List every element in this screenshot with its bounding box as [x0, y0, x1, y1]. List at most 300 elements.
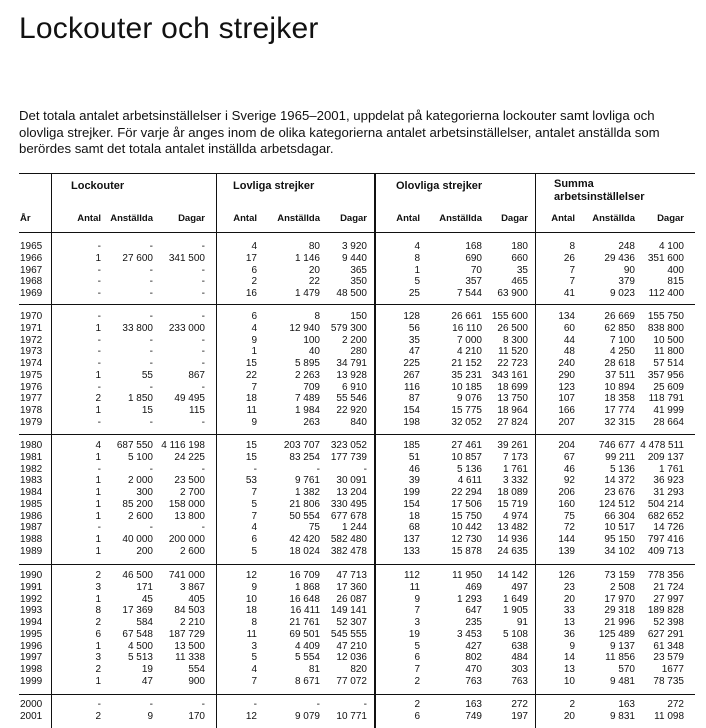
cell-olovliga-dagar: 39 261 [497, 440, 528, 451]
cell-lockout-anstallda: 5 100 [127, 451, 153, 463]
cell-lovliga-anstallda: 16 709 [289, 570, 320, 581]
cell-lockout-dagar: 2 700 [179, 487, 205, 498]
cell-lockout-dagar: 4 116 198 [161, 440, 205, 451]
cell-summa-antal: 160 [558, 498, 575, 510]
cell-summa-anstallda: 379 [618, 276, 635, 288]
table-row [19, 288, 695, 300]
cell-summa-antal: 2 [569, 699, 575, 710]
cell-olovliga-anstallda: 22 294 [451, 487, 482, 498]
cell-year: 1992 [20, 593, 43, 605]
cell-lockout-anstallda: - [149, 346, 153, 358]
cell-summa-dagar: 4 478 511 [640, 440, 684, 451]
cell-summa-antal: 44 [563, 334, 575, 346]
cell-olovliga-anstallda: 7 544 [456, 288, 482, 299]
cell-lovliga-dagar: 6 910 [341, 381, 367, 393]
cell-summa-dagar: 78 735 [653, 675, 684, 687]
cell-summa-dagar: 209 137 [647, 451, 684, 463]
cell-olovliga-antal: 128 [403, 311, 420, 322]
cell-lockout-antal: 3 [95, 581, 101, 593]
cell-olovliga-antal: 185 [403, 440, 420, 451]
table-row [19, 534, 695, 546]
group-divider-1960s [19, 304, 695, 305]
cell-lockout-antal: 1 [95, 487, 101, 498]
cell-olovliga-dagar: 660 [511, 252, 528, 264]
cell-olovliga-dagar: 8 300 [502, 334, 528, 346]
table-row [19, 393, 695, 405]
cell-summa-dagar: 41 999 [653, 405, 684, 416]
cell-olovliga-anstallda: 647 [465, 605, 482, 617]
cell-lovliga-antal: 2 [251, 276, 257, 288]
cell-summa-antal: 126 [558, 570, 575, 581]
cell-summa-anstallda: 124 512 [598, 498, 635, 510]
table-row [19, 652, 695, 664]
cell-lovliga-dagar: 582 480 [330, 534, 367, 545]
cell-lovliga-anstallda: 5 554 [294, 652, 320, 664]
cell-lovliga-dagar: 323 052 [330, 440, 367, 451]
cell-lovliga-anstallda: 50 554 [289, 510, 320, 522]
cell-lovliga-dagar: 52 307 [336, 617, 367, 628]
table-row [19, 676, 695, 688]
cell-year: 1972 [20, 334, 43, 346]
cell-olovliga-antal: 8 [414, 252, 420, 264]
group-divider-1980s [19, 564, 695, 565]
cell-lockout-anstallda: 19 [141, 664, 153, 675]
cell-olovliga-dagar: 14 142 [497, 570, 528, 581]
cell-olovliga-anstallda: 26 661 [451, 311, 482, 322]
cell-summa-antal: 33 [563, 605, 575, 617]
cell-olovliga-antal: 9 [414, 593, 420, 605]
cell-lovliga-antal: - [253, 463, 257, 475]
cell-olovliga-antal: 51 [408, 451, 420, 463]
cell-lovliga-antal: 6 [251, 311, 257, 322]
table-row [19, 475, 695, 487]
cell-lovliga-antal: 22 [245, 369, 257, 381]
cell-year: 1985 [20, 498, 43, 510]
cell-lovliga-anstallda: 263 [303, 416, 320, 428]
cell-summa-anstallda: 90 [623, 264, 635, 276]
cell-lockout-anstallda: 5 513 [127, 652, 153, 664]
cell-lockout-antal: - [97, 346, 101, 358]
cell-summa-anstallda: 9 831 [609, 710, 635, 722]
cell-lovliga-anstallda: 22 [308, 276, 320, 288]
cell-lovliga-anstallda: 4 409 [294, 640, 320, 652]
cell-lockout-anstallda: - [149, 334, 153, 346]
cell-summa-dagar: 23 579 [653, 652, 684, 664]
cell-summa-dagar: 61 348 [653, 640, 684, 652]
cell-summa-antal: 26 [563, 252, 575, 264]
cell-year: 1978 [20, 405, 43, 416]
cell-summa-anstallda: 17 774 [604, 405, 635, 416]
cell-summa-anstallda: 570 [618, 664, 635, 675]
cell-summa-dagar: 11 098 [654, 710, 684, 722]
cell-summa-antal: 20 [563, 710, 575, 722]
table-row [19, 605, 695, 617]
cell-lovliga-anstallda: 1 868 [294, 581, 320, 593]
cell-summa-anstallda: 17 970 [604, 593, 635, 605]
cell-olovliga-dagar: 3 332 [502, 475, 528, 487]
cell-olovliga-antal: 133 [403, 545, 420, 557]
cell-lockout-antal: - [97, 522, 101, 534]
cell-summa-antal: 20 [563, 593, 575, 605]
cell-lockout-antal: 2 [95, 664, 101, 675]
table-row [19, 499, 695, 511]
cell-summa-antal: 134 [558, 311, 575, 322]
cell-lovliga-dagar: 840 [350, 416, 367, 428]
cell-olovliga-antal: 39 [408, 475, 420, 487]
cell-olovliga-anstallda: 70 [470, 264, 482, 276]
cell-lockout-antal: 1 [95, 510, 101, 522]
cell-year: 1998 [20, 664, 43, 675]
cell-lovliga-antal: 4 [251, 322, 257, 334]
cell-summa-antal: 7 [569, 264, 575, 276]
cell-year: 1993 [20, 605, 43, 617]
cell-lockout-antal: 1 [95, 593, 101, 605]
cell-summa-dagar: 797 416 [647, 534, 684, 545]
cell-lovliga-anstallda: 21 761 [289, 617, 320, 628]
cell-lockout-antal: 6 [95, 628, 101, 640]
table-row [19, 417, 695, 429]
cell-olovliga-anstallda: 235 [465, 617, 482, 628]
table-row [19, 487, 695, 499]
cell-lockout-anstallda: 15 [141, 405, 153, 416]
cell-lovliga-antal: 3 [251, 640, 257, 652]
cell-summa-antal: 107 [558, 393, 575, 405]
cell-olovliga-dagar: 35 [516, 264, 528, 276]
table-row [19, 405, 695, 417]
cell-lockout-antal: - [97, 381, 101, 393]
cell-summa-anstallda: 14 372 [604, 475, 635, 487]
cell-lovliga-antal: 10 [245, 593, 257, 605]
cell-summa-anstallda: 11 856 [605, 652, 635, 664]
cell-lockout-dagar: 554 [188, 664, 205, 675]
row-group-1990s [19, 570, 695, 688]
cell-olovliga-anstallda: 35 231 [451, 369, 482, 381]
cell-lovliga-dagar: 30 091 [336, 475, 367, 487]
cell-olovliga-anstallda: 21 152 [451, 358, 482, 369]
cell-lockout-dagar: - [201, 264, 205, 276]
cell-lockout-anstallda: - [149, 522, 153, 534]
cell-olovliga-dagar: 180 [511, 241, 528, 252]
group-header-summa: Summa arbetsinställelser [554, 178, 645, 203]
cell-summa-anstallda: 18 358 [604, 393, 635, 405]
cell-lovliga-anstallda: 9 761 [294, 475, 320, 487]
cell-lovliga-antal: 5 [251, 545, 257, 557]
cell-olovliga-dagar: 13 482 [497, 522, 528, 534]
cell-summa-anstallda: 9 481 [609, 675, 635, 687]
cell-lovliga-dagar: 3 920 [341, 241, 367, 252]
cell-lockout-antal: - [97, 264, 101, 276]
cell-olovliga-antal: 11 [409, 581, 420, 593]
cell-olovliga-anstallda: 357 [465, 276, 482, 288]
intro-paragraph: Det totala antalet arbetsinställelser i Sverige 1965–2001, uppdelat på kategorierna lockouter samt lovliga och olovliga strejker. För varje år anges inom de olika kategorierna antalet arbetsinställelser, antalet anställda som berördes samt det totala antalet inställda arbetsdagar. [19, 108, 660, 156]
cell-lovliga-dagar: 330 495 [330, 498, 367, 510]
cell-olovliga-dagar: 7 173 [502, 451, 528, 463]
cell-olovliga-antal: 6 [414, 652, 420, 664]
cell-summa-anstallda: 37 511 [605, 369, 635, 381]
cell-olovliga-antal: 154 [403, 405, 420, 416]
cell-summa-anstallda: 5 136 [609, 463, 635, 475]
cell-summa-anstallda: 99 211 [605, 451, 635, 463]
cell-lovliga-antal: 11 [246, 405, 257, 416]
cell-olovliga-antal: 1 [414, 264, 420, 276]
cell-olovliga-dagar: 18 964 [497, 405, 528, 416]
cell-lovliga-antal: 5 [251, 652, 257, 664]
cell-lockout-anstallda: 200 [136, 545, 153, 557]
cell-olovliga-dagar: 22 723 [497, 358, 528, 369]
cell-olovliga-antal: 199 [403, 487, 420, 498]
cell-summa-antal: 9 [569, 640, 575, 652]
table-row [19, 522, 695, 534]
cell-olovliga-dagar: 27 824 [497, 416, 528, 428]
cell-lockout-antal: - [97, 358, 101, 369]
cell-lockout-dagar: - [201, 311, 205, 322]
cell-lovliga-dagar: - [363, 699, 367, 710]
cell-olovliga-antal: 5 [414, 276, 420, 288]
cell-lovliga-dagar: 48 500 [336, 288, 367, 299]
cell-lockout-anstallda: - [149, 416, 153, 428]
cell-olovliga-antal: 47 [408, 346, 420, 358]
cell-lockout-anstallda: - [149, 358, 153, 369]
cell-lockout-antal: 1 [95, 252, 101, 264]
cell-lovliga-antal: 11 [246, 628, 257, 640]
cell-lockout-dagar: 2 210 [179, 617, 205, 628]
cell-lovliga-anstallda: 1 984 [294, 405, 320, 416]
cell-summa-anstallda: 4 250 [609, 346, 635, 358]
cell-lockout-anstallda: 9 [147, 710, 153, 722]
cell-summa-anstallda: 34 102 [604, 545, 635, 557]
cell-year: 1980 [20, 440, 43, 451]
table-row [19, 664, 695, 676]
cell-summa-anstallda: 2 508 [609, 581, 635, 593]
cell-summa-anstallda: 32 315 [604, 416, 635, 428]
cell-lovliga-anstallda: 2 263 [294, 369, 320, 381]
table-row [19, 546, 695, 558]
cell-lovliga-anstallda: 100 [303, 334, 320, 346]
row-group-1970s [19, 311, 695, 429]
cell-lockout-dagar: - [201, 241, 205, 252]
cell-summa-dagar: 11 800 [654, 346, 684, 358]
cell-lockout-antal: - [97, 463, 101, 475]
cell-olovliga-dagar: 63 900 [497, 288, 528, 299]
cell-lockout-dagar: 23 500 [174, 475, 205, 487]
cell-lovliga-anstallda: 8 [314, 311, 320, 322]
cell-lockout-anstallda: 85 200 [122, 498, 153, 510]
cell-olovliga-antal: 18 [408, 510, 420, 522]
cell-lockout-anstallda: 17 369 [122, 605, 153, 617]
cell-summa-anstallda: 746 677 [598, 440, 635, 451]
table-row [19, 511, 695, 523]
cell-lovliga-dagar: 149 141 [330, 605, 367, 617]
cell-summa-dagar: 1677 [661, 664, 684, 675]
cell-olovliga-antal: 7 [414, 605, 420, 617]
cell-lovliga-dagar: 22 920 [336, 405, 367, 416]
cell-lovliga-antal: 4 [251, 522, 257, 534]
cell-lovliga-anstallda: 12 940 [289, 322, 320, 334]
cell-year: 1989 [20, 545, 43, 557]
cell-olovliga-dagar: 763 [511, 675, 528, 687]
cell-summa-dagar: 272 [667, 699, 684, 710]
cell-lovliga-anstallda: 16 648 [289, 593, 320, 605]
cell-summa-anstallda: 10 517 [604, 522, 635, 534]
cell-lockout-antal: 1 [95, 369, 101, 381]
cell-olovliga-anstallda: 469 [465, 581, 482, 593]
cell-summa-antal: 240 [558, 358, 575, 369]
cell-summa-dagar: 409 713 [647, 545, 684, 557]
cell-lovliga-dagar: 1 244 [341, 522, 367, 534]
group-divider-1970s [19, 434, 695, 435]
cell-lockout-anstallda: 1 850 [127, 393, 153, 405]
cell-lovliga-dagar: 55 546 [336, 393, 367, 405]
cell-lovliga-anstallda: 1 479 [294, 288, 320, 299]
cell-lovliga-anstallda: - [316, 463, 320, 475]
cell-olovliga-anstallda: 690 [465, 252, 482, 264]
cell-summa-antal: 41 [563, 288, 575, 299]
cell-lockout-dagar: 13 800 [174, 510, 205, 522]
cell-lockout-antal: - [97, 699, 101, 710]
cell-lockout-dagar: 11 338 [175, 652, 205, 664]
cell-year: 1997 [20, 652, 43, 664]
cell-summa-antal: 72 [563, 522, 575, 534]
cell-olovliga-dagar: 18 699 [497, 381, 528, 393]
cell-summa-dagar: 52 398 [653, 617, 684, 628]
cell-lovliga-anstallda: 7 489 [294, 393, 320, 405]
cell-summa-antal: 290 [558, 369, 575, 381]
cell-lovliga-dagar: 150 [350, 311, 367, 322]
cell-lockout-dagar: - [201, 358, 205, 369]
cell-lockout-dagar: 49 495 [174, 393, 205, 405]
cell-lovliga-dagar: - [363, 463, 367, 475]
cell-year: 1996 [20, 640, 43, 652]
cell-lovliga-anstallda: 16 411 [290, 605, 320, 617]
cell-olovliga-anstallda: 427 [465, 640, 482, 652]
cell-summa-dagar: 118 791 [648, 393, 684, 405]
cell-lovliga-antal: 4 [251, 241, 257, 252]
cell-year: 1981 [20, 451, 43, 463]
cell-olovliga-antal: 56 [408, 322, 420, 334]
cell-lockout-anstallda: - [149, 241, 153, 252]
group-header-lockouter: Lockouter [71, 180, 125, 192]
cell-lockout-dagar: - [201, 334, 205, 346]
cell-summa-anstallda: 163 [618, 699, 635, 710]
cell-olovliga-anstallda: 11 950 [452, 570, 482, 581]
cell-summa-anstallda: 95 150 [604, 534, 635, 545]
cell-year: 1977 [20, 393, 43, 405]
cell-olovliga-antal: 46 [408, 463, 420, 475]
cell-lockout-anstallda: 46 500 [122, 570, 153, 581]
cell-olovliga-dagar: 13 750 [497, 393, 528, 405]
cell-lovliga-anstallda: 69 501 [289, 628, 320, 640]
cell-lockout-anstallda: 33 800 [122, 322, 153, 334]
cell-summa-antal: 8 [569, 241, 575, 252]
cell-lockout-antal: 2 [95, 570, 101, 581]
cell-summa-dagar: 36 923 [653, 475, 684, 487]
cell-lovliga-dagar: 382 478 [330, 545, 367, 557]
cell-lockout-antal: 2 [95, 617, 101, 628]
cell-lockout-dagar: - [201, 381, 205, 393]
cell-lockout-antal: - [97, 416, 101, 428]
cell-lovliga-anstallda: 21 806 [289, 498, 320, 510]
cell-lovliga-anstallda: 81 [308, 664, 320, 675]
cell-lockout-antal: 1 [95, 675, 101, 687]
cell-olovliga-antal: 4 [414, 241, 420, 252]
cell-lockout-dagar: 405 [188, 593, 205, 605]
cell-year: 1974 [20, 358, 43, 369]
cell-summa-dagar: 31 293 [653, 487, 684, 498]
cell-lockout-antal: 3 [95, 652, 101, 664]
table-row [19, 464, 695, 476]
cell-olovliga-dagar: 1 905 [502, 605, 528, 617]
cell-olovliga-anstallda: 4 210 [456, 346, 482, 358]
cell-lovliga-dagar: 579 300 [330, 322, 367, 334]
cell-lovliga-anstallda: 40 [308, 346, 320, 358]
cell-summa-antal: 36 [563, 628, 575, 640]
cell-lockout-antal: 4 [95, 440, 101, 451]
cell-olovliga-anstallda: 4 611 [457, 475, 482, 487]
cell-summa-dagar: 682 652 [647, 510, 684, 522]
cell-lovliga-anstallda: 8 671 [294, 675, 320, 687]
group-header-olovliga: Olovliga strejker [396, 180, 483, 192]
cell-summa-dagar: 815 [667, 276, 684, 288]
table-row [19, 452, 695, 464]
cell-olovliga-antal: 225 [403, 358, 420, 369]
cell-olovliga-dagar: 15 719 [497, 498, 528, 510]
cell-olovliga-dagar: 18 089 [497, 487, 528, 498]
cell-lockout-dagar: - [201, 416, 205, 428]
cell-year: 1973 [20, 346, 43, 358]
cell-olovliga-antal: 5 [414, 640, 420, 652]
row-group-1980s [19, 440, 695, 558]
cell-lockout-anstallda: - [149, 276, 153, 288]
cell-lovliga-dagar: 34 791 [336, 358, 367, 369]
cell-summa-dagar: 400 [667, 264, 684, 276]
cell-summa-anstallda: 23 676 [604, 487, 635, 498]
cell-lovliga-dagar: 17 360 [336, 581, 367, 593]
cell-lovliga-dagar: 77 072 [336, 675, 367, 687]
cell-summa-anstallda: 66 304 [604, 510, 635, 522]
cell-summa-antal: 13 [563, 617, 575, 628]
cell-olovliga-dagar: 484 [511, 652, 528, 664]
cell-lovliga-antal: 6 [251, 264, 257, 276]
cell-olovliga-antal: 19 [408, 628, 420, 640]
cell-lovliga-antal: 7 [251, 675, 257, 687]
cell-lockout-anstallda: 40 000 [122, 534, 153, 545]
cell-olovliga-dagar: 465 [511, 276, 528, 288]
cell-olovliga-anstallda: 470 [465, 664, 482, 675]
cell-summa-antal: 92 [563, 475, 575, 487]
cell-summa-anstallda: 125 489 [598, 628, 635, 640]
cell-lockout-antal: 2 [95, 393, 101, 405]
table-row [19, 382, 695, 394]
cell-lovliga-dagar: 365 [350, 264, 367, 276]
row-group-2000s [19, 699, 695, 723]
cell-year: 1990 [20, 570, 43, 581]
cell-summa-dagar: 21 724 [653, 581, 684, 593]
table-row [19, 370, 695, 382]
cell-lovliga-dagar: 13 928 [336, 369, 367, 381]
cell-summa-antal: 46 [563, 463, 575, 475]
cell-lovliga-antal: 15 [245, 358, 257, 369]
table-row [19, 358, 695, 370]
cell-olovliga-anstallda: 27 461 [451, 440, 482, 451]
cell-year: 1982 [20, 463, 43, 475]
cell-lockout-antal: - [97, 241, 101, 252]
cell-summa-dagar: 27 997 [653, 593, 684, 605]
cell-lockout-antal: 1 [95, 545, 101, 557]
cell-lockout-dagar: 158 000 [168, 498, 205, 510]
cell-lockout-anstallda: 2 000 [127, 475, 153, 487]
table-row [19, 346, 695, 358]
strike-statistics-table: Lockouter Lovliga strejker Olovliga strejker Summa arbetsinställelser År Antal Anställda Dagar Antal Anställda Dagar Antal Anställda Dagar Antal Anställda Dagar 1965 - - - 4 80 3 920 4 168 180 8 248 4 100 1966 1 27 600 341 500 17 1 146 9 440 8 690 660 26 29 436 351 600 1967 - - - 6 20 365 1 70 35 7 90 400 1968 - - - 2 22 350 5 357 465 7 379 815 1969 - - - 16 1 479 48 500 25 7 544 63 900 41 9 023 112 400 1970 - - - 6 8 150 128 26 661 155 600 134 26 669 155 750 1971 1 33 800 233 000 4 12 940 579 300 56 16 110 26 500 60 62 850 838 800 1972 - - - 9 100 2 200 35 7 000 8 300 44 7 100 10 500 1973 - - - 1 40 280 47 4 210 11 520 48 4 250 11 800 1974 - - - 15 5 895 34 791 225 21 152 22 723 240 28 618 57 514 1975 1 55 867 22 2 263 13 928 267 35 231 343 161 290 37 511 357 956 1976 - - - 7 709 6 910 116 10 185 18 699 123 10 894 25 609 1977 2 1 850 49 495 18 7 489 55 546 87 9 076 13 750 107 18 358 118 791 1978 1 15 115 11 1 984 22 920 154 15 775 18 964 166 17 774 41 999 1979 - - - 9 263 840 198 32 052 27 824 207 32 315 28 664 1980 4 687 550 4 116 198 15 203 707 323 052 185 27 461 39 261 204 746 677 4 478 511 1981 1 5 100 24 225 15 83 254 177 739 51 10 857 7 173 67 99 211 209 137 1982 - - - - - - 46 5 136 1 761 46 5 136 1 761 1983 1 2 000 23 500 53 9 761 30 091 39 4 611 3 332 92 14 372 36 923 1984 1 300 2 700 7 1 382 13 204 199 22 294 18 089 206 23 676 31 293 1985 1 85 200 158 000 5 21 806 330 495 154 17 506 15 719 160 124 512 504 214 1986 1 2 600 13 800 7 50 554 677 678 18 15 750 4 974 75 66 304 682 652 1987 - - - 4 75 1 244 68 10 442 13 482 72 10 517 14 726 1988 1 40 000 200 000 6 42 420 582 480 137 12 730 14 936 144 95 150 797 416 1989 1 200 2 600 5 18 024 382 478 133 15 878 24 635 139 34 102 409 713 1990 2 46 500 741 000 12 16 709 47 713 112 11 950 14 142 126 73 159 778 356 1991 3 171 3 867 9 1 868 17 360 11 469 497 23 2 508 21 724 1992 1 45 405 10 16 648 26 087 9 1 293 1 649 20 17 970 27 997 1993 8 17 369 84 503 18 16 411 149 141 7 647 1 905 33 29 318 189 828 1994 2 584 2 210 8 21 761 52 307 3 235 91 13 21 996 52 398 1995 6 67 548 187 729 11 69 501 545 555 19 3 453 5 108 36 125 489 627 291 1996 1 4 500 13 500 3 4 409 47 210 5 427 638 9 9 137 61 348 1997 3 5 513 11 338 5 5 554 12 036 6 802 484 14 11 856 23 579 1998 2 19 554 4 81 820 7 470 303 13 570 1677 1999 1 47 900 7 8 671 77 072 2 763 763 10 9 481 78 735 2000 - - - - - - 2 163 272 2 163 272 2001 2 9 170 12 9 079 10 771 6 749 197 20 9 831 11 098 [19, 173, 695, 728]
